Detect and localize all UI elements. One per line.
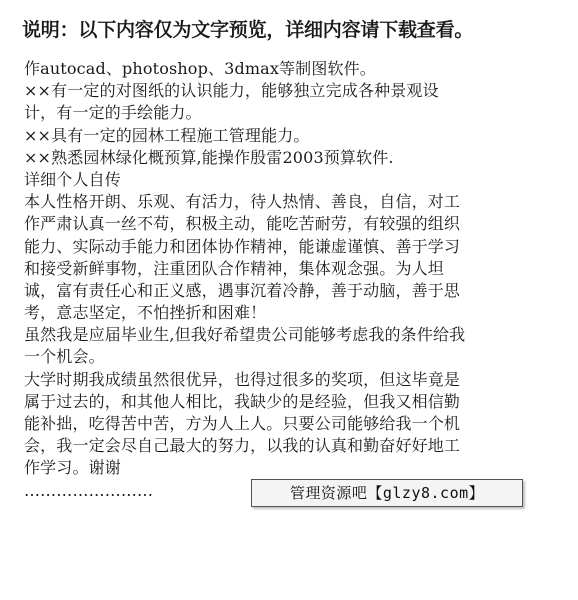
text-line: 和接受新鲜事物，注重团队合作精神，集体观念强。为人坦 — [24, 258, 444, 278]
text-line: ××具有一定的园林工程施工管理能力。 — [24, 125, 310, 145]
preview-notice: 说明：以下内容仅为文字预览，详细内容请下载查看。 — [22, 19, 474, 41]
ellipsis-line: …………………… — [24, 480, 154, 500]
text-line: 诚，富有责任心和正义感，遇事沉着冷静，善于动脑，善于思 — [24, 280, 461, 300]
text-line: 作严肃认真一丝不苟，积极主动，能吃苦耐劳，有较强的组织 — [24, 214, 461, 234]
text-line: ××熟悉园林绿化概预算,能操作殷雷2003预算软件. — [24, 147, 394, 167]
watermark-banner: 管理资源吧【glzy8.com】 — [251, 479, 523, 507]
text-line: 能补拙，吃得苦中苦，方为人上人。只要公司能够给我一个机 — [24, 414, 461, 433]
text-line: ××有一定的对图纸的认识能力，能够独立完成各种景观设 — [24, 81, 439, 101]
text-line: 能力、实际动手能力和团体协作精神，能谦虚谨慎、善于学习 — [24, 236, 461, 256]
text-line: 考，意志坚定，不怕挫折和困难！ — [24, 303, 267, 323]
text-line: 大学时期我成绩虽然很优异，也得过很多的奖项，但这毕竟是 — [24, 369, 461, 389]
text-line: 虽然我是应届毕业生,但我好希望贵公司能够考虑我的条件给我 — [24, 325, 466, 345]
text-line: 属于过去的，和其他人相比，我缺少的是经验，但我又相信勤 — [24, 391, 461, 411]
text-line: 作autocad、photoshop、3dmax等制图软件。 — [24, 59, 376, 78]
text-line: 会，我一定会尽自己最大的努力，以我的认真和勤奋好好地工 — [24, 436, 461, 456]
text-line: 作学习。谢谢 — [24, 458, 121, 478]
text-line: 本人性格开朗、乐观、有活力，待人热情、善良，自信，对工 — [24, 192, 461, 212]
text-line: 一个机会。 — [24, 347, 105, 367]
text-line: 计，有一定的手绘能力。 — [24, 103, 202, 123]
section-heading: 详细个人自传 — [24, 169, 121, 189]
document-body — [24, 58, 556, 502]
